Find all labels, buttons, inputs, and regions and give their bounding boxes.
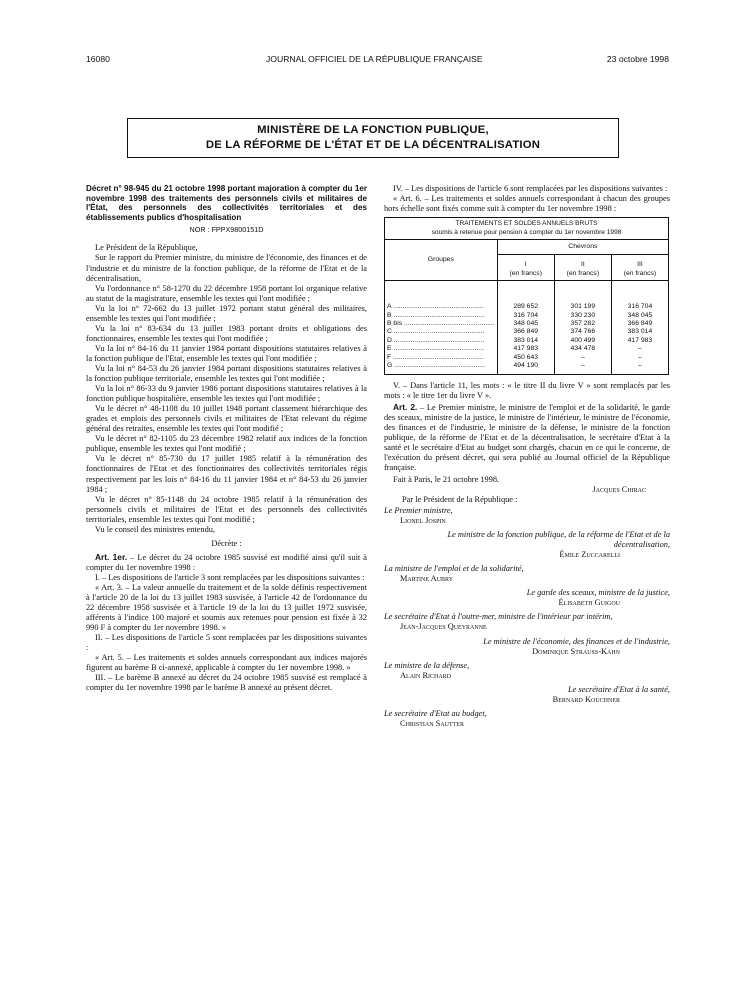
chevron-header-1 (497, 255, 554, 281)
unit-label: (en francs) (566, 269, 600, 277)
signatory (384, 588, 670, 608)
preamble (86, 243, 367, 534)
signatory-role: Le secrétaire d'Etat à la santé, (567, 684, 670, 694)
salary-value: 450 643 (513, 353, 539, 361)
groups-header: Groupes (385, 239, 498, 280)
salary-value: 348 045 (627, 311, 653, 319)
preamble-paragraph: Vu la loi n° 84-16 du 11 janvier 1984 portant dispositions statutaires relatives à la fonction publique de l'Etat, ensemble les textes qui l'ont modifiée ; (86, 343, 367, 363)
article-1-items (86, 573, 367, 694)
leader-dots: ................................................ (391, 303, 484, 311)
preamble-paragraph: Sur le rapport du Premier ministre, du ministre de l'économie, des finances et de l'industrie et du ministre de la fonction publique, de la réforme de l'Etat et de la décentralisation, (86, 253, 367, 283)
right-intro-paragraph: « Art. 6. – Les traitements et soldes annuels correspondant à chacun des groupes hors échelle sont fixés comme suit à compter du 1er novembre 1998 : (384, 194, 670, 214)
salary-value: 417 983 (513, 345, 539, 353)
signatory-name: Lionel Jospin (400, 516, 446, 526)
chevron-header-3 (611, 255, 668, 281)
signatory-role: Le ministre de la défense, (384, 660, 470, 670)
article-2-label: Art. 2. (393, 401, 418, 412)
signatory-role: Le ministre de la fonction publique, de la réforme de l'Etat et de la décentralisation, (447, 530, 670, 550)
leader-dots: ................................................ (391, 328, 485, 336)
salary-value: 357 282 (570, 319, 596, 327)
preamble-paragraph: Vu la loi n° 83-634 du 13 juillet 1983 portant droits et obligations des fonctionnaires, ensemble les textes qui l'ont modifiée ; (86, 323, 367, 343)
right-intro-paragraph: IV. – Les dispositions de l'article 6 sont remplacées par les dispositions suivantes : (393, 184, 668, 193)
group-label: A (387, 303, 392, 311)
article-1-item: II. – Les dispositions de l'article 5 sont remplacées par les dispositions suivantes : (86, 633, 367, 653)
salary-value: 289 652 (513, 303, 539, 311)
president-signature: Jacques Chirac (592, 484, 646, 494)
chevrons-header: Chevrons (497, 239, 668, 254)
chevron-column-1 (497, 281, 554, 375)
preamble-paragraph: Le Président de la République, (95, 243, 198, 253)
article-1-item: « Art. 5. – Les traitements et soldes annuels correspondant aux indices majorés figurent au barème B ci-annexé, applicable à compter du 1er novembre 1998. » (86, 653, 367, 673)
article-1-item: I. – Les dispositions de l'article 3 sont remplacées par les dispositions suivantes : (95, 572, 365, 582)
signatory (384, 637, 670, 657)
preamble-paragraph: Vu l'ordonnance n° 58-1270 du 22 décembre 1958 portant loi organique relative au statut de la magistrature, ensemble les textes qui l'ont modifiée ; (86, 283, 367, 303)
right-column (384, 184, 670, 733)
salary-table (384, 217, 669, 375)
signatory (384, 612, 670, 632)
signatory (384, 685, 670, 705)
decree-title: Décret n° 98-945 du 21 octobre 1998 portant majoration à compter du 1er novembre 1998 des traitements des personnels civils et militaires de l'État, des personnels des collectivités territoriales et des établissements publics d'hospitalisation (86, 184, 367, 222)
journal-title: JOURNAL OFFICIEL DE LA RÉPUBLIQUE FRANÇAISE (266, 54, 483, 64)
leader-dots: ................................................ (392, 362, 485, 370)
group-label: C (387, 328, 392, 336)
table-data-row (385, 281, 669, 375)
salary-value: – (580, 362, 585, 370)
salary-value: 330 230 (570, 311, 596, 319)
signatory-role: Le ministre de l'économie, des finances et de l'industrie, (483, 636, 670, 646)
signatory-name: Émile Zuccarelli (559, 550, 620, 560)
unit-label: (en francs) (509, 269, 542, 277)
signatory-name: Bernard Kouchner (552, 694, 620, 704)
issue-date: 23 octobre 1998 (606, 54, 669, 64)
decrete-heading: Décrète : (211, 538, 242, 548)
chevron-header-2 (554, 255, 611, 281)
salary-value: 316 704 (627, 303, 653, 311)
signatory-name: Jean-Jacques Queyranne (400, 622, 487, 632)
article-2-text: – Le Premier ministre, le ministre de l'emploi et de la solidarité, le garde des sceaux, ministre de la justice, le ministre de l'intérieur, le ministre de l'économie, des finances et de l'industrie, le ministre de la défense, le ministre de la fonction publique, de la réforme de l'Etat et de la décentralisation, le secrétaire d'Etat à la santé et le secrétaire d'Etat au budget sont chargés, chacun en ce qui le concerne, de l'exécution du présent décret, qui sera publié au Journal officiel de la République française. (384, 402, 670, 472)
right-after (384, 381, 670, 401)
signatory (384, 530, 670, 560)
salary-value: 417 983 (627, 336, 653, 344)
group-label: E (387, 345, 392, 353)
left-column (86, 184, 367, 693)
salary-value: 400 499 (570, 336, 596, 344)
right-paragraph: V. – Dans l'article 11, les mots : « le titre II du livre V » sont remplacés par les mots : « le titre 1er du livre V ». (384, 381, 670, 401)
salary-value: 494 190 (513, 362, 539, 370)
done-at: Fait à Paris, le 21 octobre 1998. (393, 474, 500, 484)
salary-value: – (580, 353, 585, 361)
salary-value: – (638, 362, 642, 370)
ministry-banner (127, 118, 619, 158)
salary-value: 366 849 (513, 328, 539, 336)
salary-value: 366 849 (627, 319, 653, 327)
right-intro (384, 184, 670, 214)
article-2 (384, 402, 670, 473)
leader-dots: ................................................ (402, 319, 495, 327)
unit-label: (en francs) (623, 269, 657, 277)
salary-value: – (638, 353, 642, 361)
group-label: G (387, 362, 393, 370)
group-label: B (387, 311, 392, 319)
salary-value: 301 199 (570, 303, 596, 311)
signatory (384, 661, 670, 681)
banner-line-2: DE LA RÉFORME DE L'ÉTAT ET DE LA DÉCENTRALISATION (205, 139, 541, 151)
salary-value: 383 014 (513, 336, 539, 344)
signatory-role: Le Premier ministre, (384, 505, 453, 515)
chevron-label: III (637, 261, 643, 269)
chevron-column-2 (554, 281, 611, 375)
chevron-label: II (580, 261, 585, 269)
leader-dots: ................................................ (391, 311, 485, 319)
signatory-name: Christian Sautter (400, 718, 464, 728)
chevron-column-3 (611, 281, 668, 375)
salary-value: 374 766 (570, 328, 596, 336)
chevron-label: I (524, 261, 527, 269)
signatory-role: Le secrétaire d'Etat à l'outre-mer, ministre de l'intérieur par intérim, (384, 612, 613, 622)
signatory (384, 709, 670, 729)
table-subtitle: soumis à retenue pour pension à compter du 1er novembre 1998 (431, 228, 622, 236)
preamble-paragraph: Vu le conseil des ministres entendu, (95, 524, 215, 534)
salary-value: 383 014 (627, 328, 653, 336)
signatory (384, 564, 670, 584)
table-title: TRAITEMENTS ET SOLDES ANNUELS BRUTS (455, 220, 598, 228)
signatory-name: Élisabeth Guigou (558, 598, 620, 608)
article-1-text: – Le décret du 24 octobre 1985 susvisé est modifié ainsi qu'il suit à compter du 1er novembre 1998 : (86, 552, 368, 572)
leader-dots: ................................................ (391, 336, 485, 344)
signatory-role: Le secrétaire d'Etat au budget, (384, 708, 487, 718)
page-number: 16080 (86, 54, 110, 64)
preamble-paragraph: Vu la loi n° 86-33 du 9 janvier 1986 portant dispositions statutaires relatives à la fonction publique hospitalière, ensemble les textes qui l'ont modifiée ; (86, 384, 367, 404)
signatory-name: Alain Richard (400, 670, 452, 680)
par-le-president: Par le Président de la République : (402, 494, 518, 504)
salary-value: – (638, 345, 642, 353)
banner-line-1: MINISTÈRE DE LA FONCTION PUBLIQUE, (257, 124, 489, 136)
leader-dots: ................................................ (391, 345, 485, 353)
preamble-paragraph: Vu la loi n° 84-53 du 26 janvier 1984 portant dispositions statutaires relatives à la fonction publique territoriale, ensemble les textes qui l'ont modifiée ; (86, 363, 367, 384)
preamble-paragraph: Vu le décret n° 82-1105 du 23 décembre 1982 relatif aux indices de la fonction publique, ensemble les textes qui l'ont modifié ; (86, 434, 367, 454)
preamble-paragraph: Vu le décret n° 48-1108 du 10 juillet 1948 portant classement hiérarchique des grades et emplois des personnels civils et militaires de l'Etat relevant du régime général des retraites, ensemble les textes qui l'ont modifié ; (86, 404, 367, 434)
preamble-paragraph: Vu le décret n° 85-730 du 17 juillet 1985 relatif à la rémunération des fonctionnaires de l'Etat et des fonctionnaires des collectivités territoriales régis respectivement par les lois n° 84-16 du 11 janvier 1984 et n° 84-53 du 26 janvier 1984 ; (86, 454, 367, 494)
salary-value: 348 045 (513, 319, 539, 327)
preamble-paragraph: Vu le décret n° 85-1148 du 24 octobre 1985 relatif à la rémunération des personnels civils et militaires de l'Etat et des personnels des collectivités territoriales, ensemble les textes qui l'ont modifié ; (86, 494, 367, 524)
article-1-item: « Art. 3. – La valeur annuelle du traitement et de la solde définis respectivement à l'article 20 de la loi du 13 juillet 1983 susvisée, à l'article 42 de l'ordonnance du 22 décembre 1958 susvisée et à l'article 19 de la loi du 13 juillet 1972 susvisée, afférents à l'indice 100 majoré et soumis aux retenues pour pension est fixée à 32 990 F à compter du 1er novembre 1998. » (86, 582, 367, 633)
nor-reference: NOR : FPPX9800151D (189, 225, 264, 235)
preamble-paragraph: Vu la loi n° 72-662 du 13 juillet 1972 portant statut général des militaires, ensemble les textes qui l'ont modifiée ; (86, 303, 367, 323)
group-label: D (387, 336, 392, 344)
group-label: F (387, 353, 392, 361)
salary-value: 434 478 (570, 345, 596, 353)
article-1-item: III. – Le barème B annexé au décret du 24 octobre 1985 susvisé est remplacé à compter du 1er novembre 1998 par le barème B annexé au présent décret. (86, 673, 367, 693)
signatory-role: Le garde des sceaux, ministre de la justice, (526, 588, 670, 598)
article-1-label: Art. 1er. (95, 551, 128, 562)
group-label: B bis (387, 319, 403, 327)
salary-value: 316 704 (513, 311, 539, 319)
page-header (86, 54, 669, 68)
article-1 (86, 552, 367, 573)
signatory-role: La ministre de l'emploi et de la solidarité, (384, 564, 524, 574)
table-title-cell (385, 218, 669, 240)
signatories (384, 506, 670, 729)
leader-dots: ................................................ (391, 353, 484, 361)
signatory-name: Martine Aubry (400, 574, 454, 584)
groups-cell (385, 281, 498, 375)
signatory-name: Dominique Strauss-Kahn (532, 646, 620, 656)
signatory (384, 506, 670, 526)
